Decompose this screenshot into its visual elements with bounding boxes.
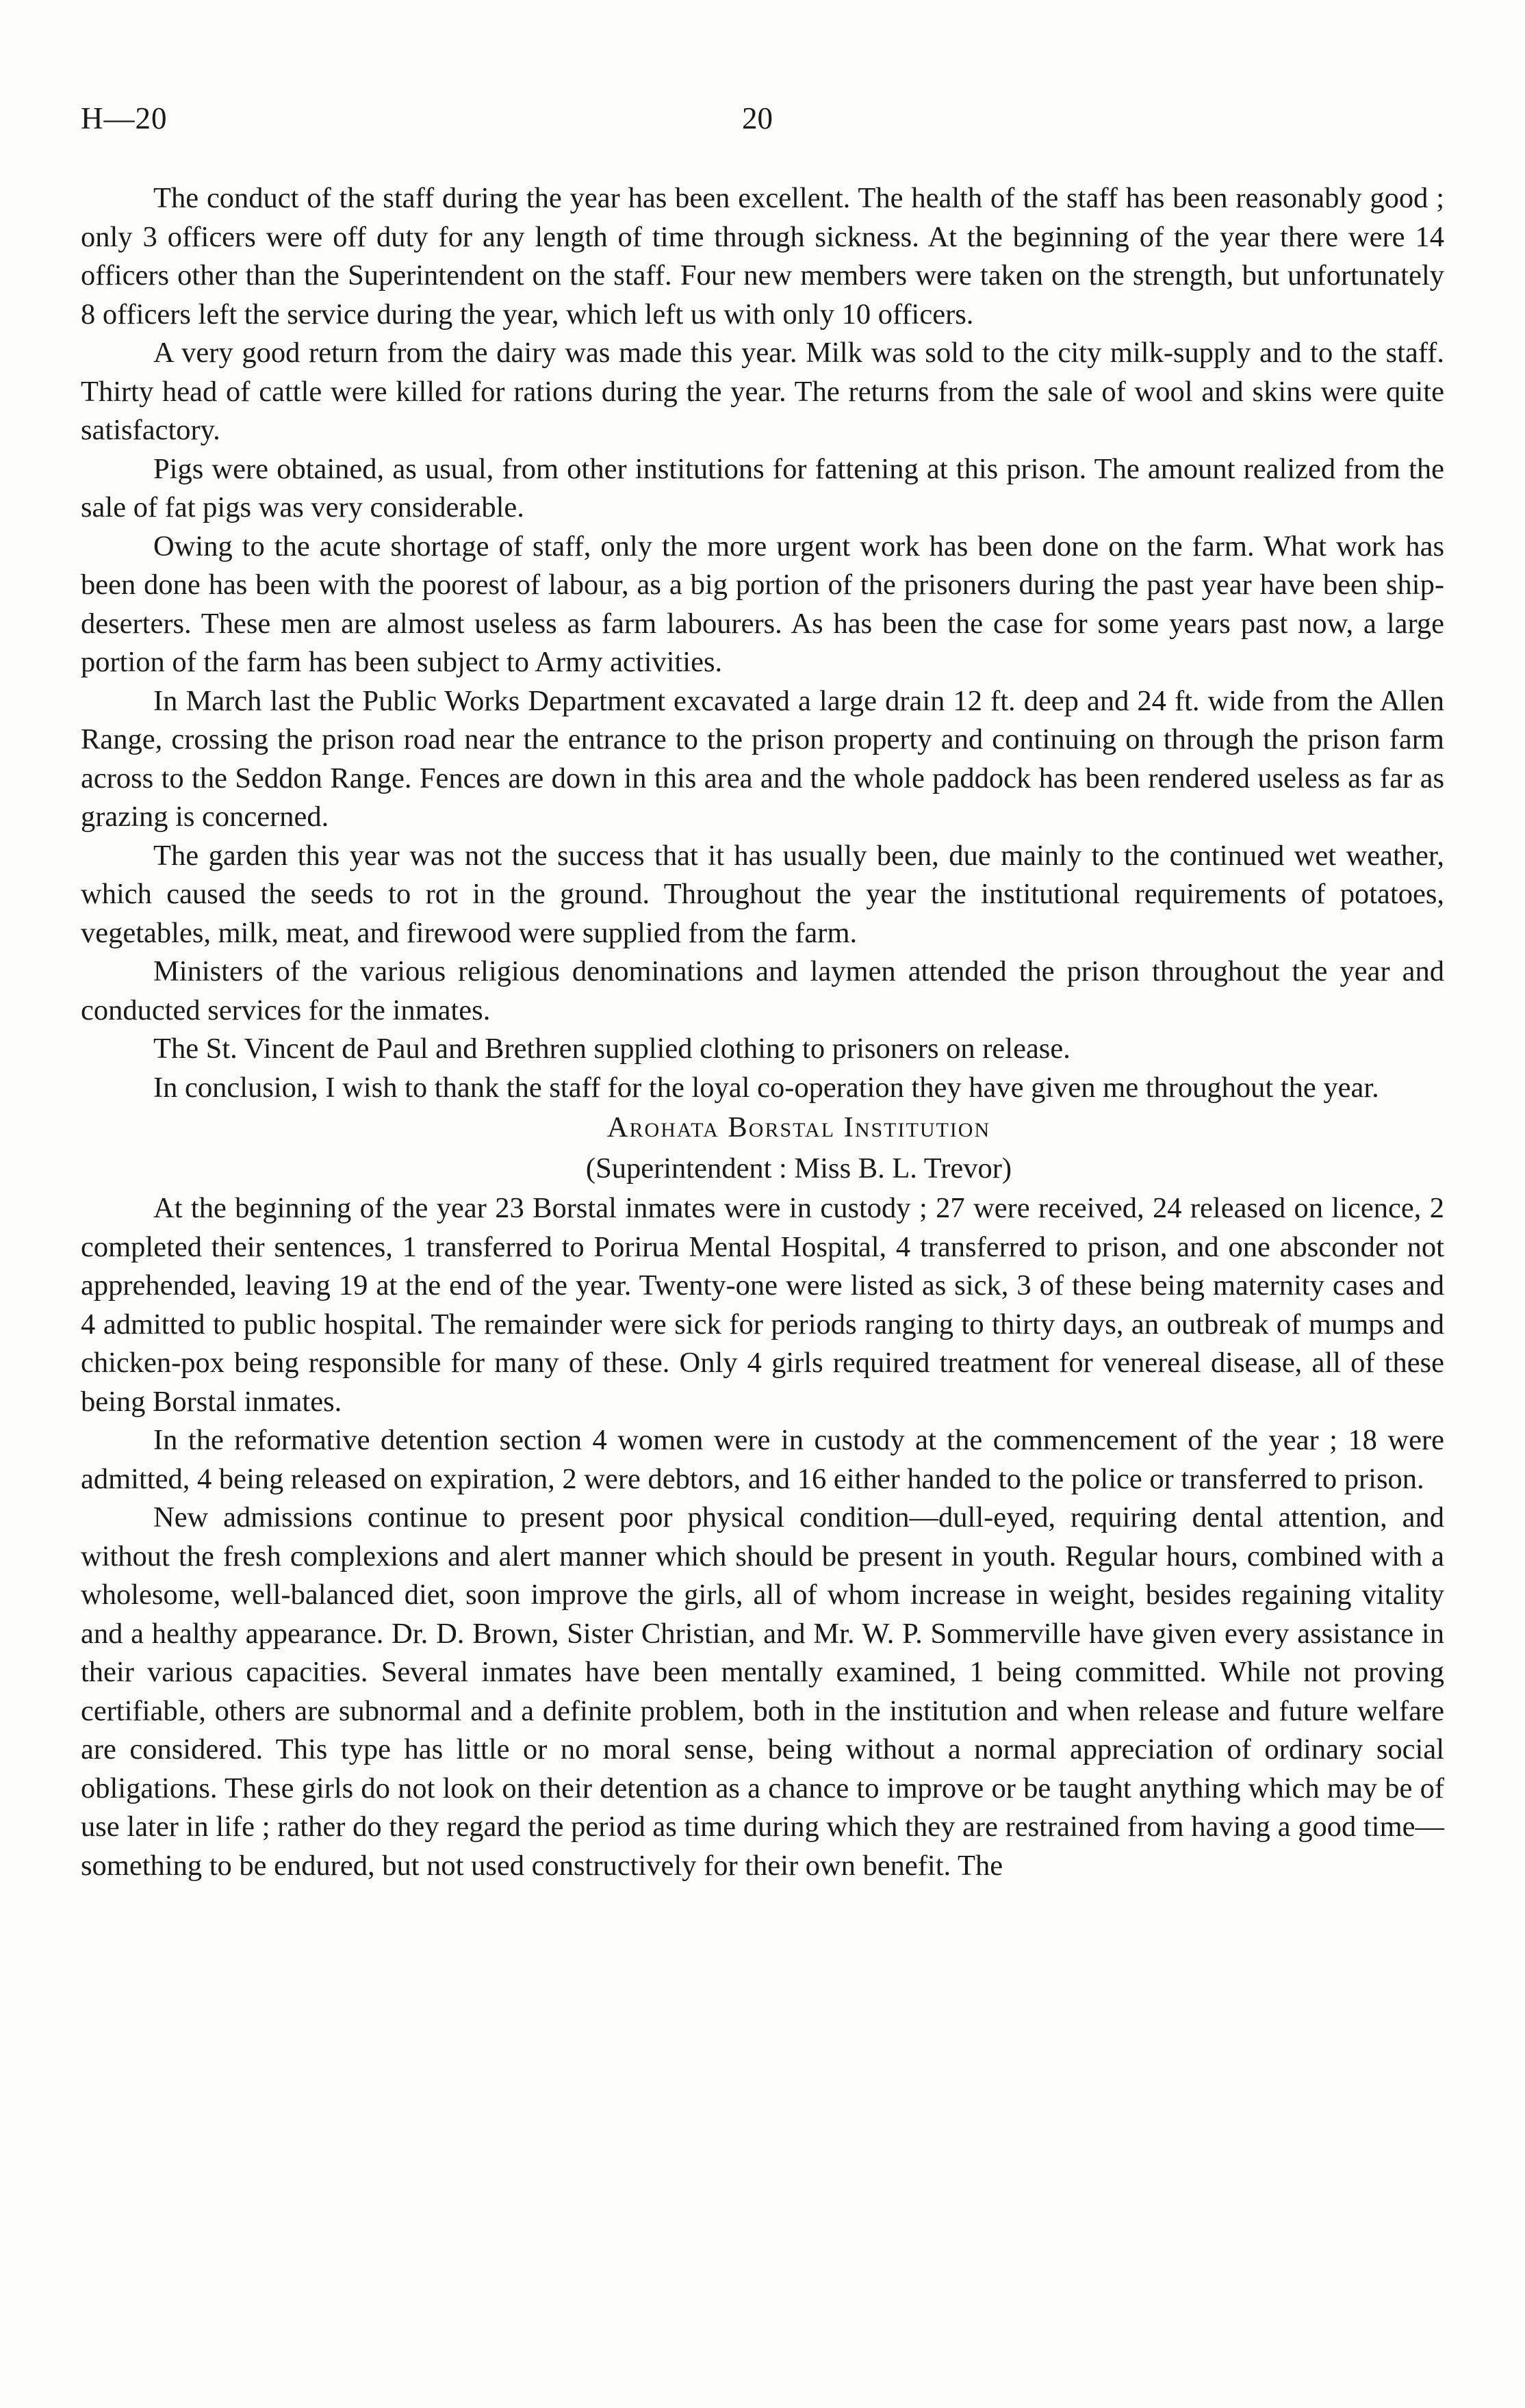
paragraph-farm-labour: Owing to the acute shortage of staff, only the more urgent work has been done on the farm. What work has been done has been with the poorest of labour, as a big portion of the prisoners during the past year have been ship-deserters. These men are almost useless as farm labourers. As has been the case for some years past now, a large portion of the farm has been subject to Army activities. <box>81 530 1444 678</box>
document-reference: H—20 <box>81 101 168 135</box>
paragraph-borstal-custody: At the beginning of the year 23 Borstal inmates were in custody ; 27 were received, 24 released on licence, 2 completed their sentences, 1 transferred to Porirua Mental Hospital, 4 transferred to prison, and one absconder not apprehended, leaving 19 at the end of the year. Twenty-one were listed as sick, 3 of these being maternity cases and 4 admitted to public hospital. The remainder were sick for periods ranging to thirty days, an outbreak of mumps and chicken-pox being responsible for many of these. Only 4 girls required treatment for venereal disease, all of these being Borstal inmates. <box>81 1192 1444 1418</box>
paragraph-new-admissions: New admissions continue to present poor physical condition—dull-eyed, requiring dental attention, and without the fresh complexions and alert manner which should be present in youth. Regular hours, combined with a wholesome, well-balanced diet, soon improve the girls, all of whom increase in weight, besides regaining vitality and a healthy appearance. Dr. D. Brown, Sister Christian, and Mr. W. P. Sommerville have given every assistance in their various capacities. Several inmates have been mentally examined, 1 being committed. While not proving certifiable, others are subnormal and a definite problem, both in the institution and when release and future welfare are considered. This type has little or no moral sense, being without a normal appreciation of ordinary social obligations. These girls do not look on their detention as a chance to improve or be taught anything which may be of use later in life ; rather do they regard the period as time during which they are restrained from having a good time—something to be endured, but not used constructively for their own benefit. The <box>81 1501 1444 1882</box>
paragraph-drain: In March last the Public Works Department excavated a large drain 12 ft. deep and 24 ft. wide from the Allen Range, crossing the prison road near the entrance to the prison property and continuing on through the prison farm across to the Seddon Range. Fences are down in this area and the whole paddock has been rendered useless as far as grazing is concerned. <box>81 684 1444 833</box>
paragraph-ministers: Ministers of the various religious denominations and laymen attended the prison throughout the year and conducted services for the inmates. <box>81 955 1444 1026</box>
paragraph-pigs: Pigs were obtained, as usual, from other institutions for fattening at this prison. The amount realized from the sale of fat pigs was very considerable. <box>81 452 1444 523</box>
paragraph-dairy: A very good return from the dairy was made this year. Milk was sold to the city milk-supply and to the staff. Thirty head of cattle were killed for rations during the year. The returns from the sale of wool and skins were quite satisfactory. <box>81 337 1444 446</box>
paragraph-reformative-detention: In the reformative detention section 4 women were in custody at the commencement of the year ; 18 were admitted, 4 being released on expiration, 2 were debtors, and 16 either handed to the police or transferred to prison. <box>81 1424 1444 1495</box>
page-number: 20 <box>742 101 773 135</box>
paragraph-staff-conduct: The conduct of the staff during the year has been excellent. The health of the staff has been reasonably good ; only 3 officers were off duty for any length of time through sickness. At the beginning of the year there were 14 officers other than the Superintendent on the staff. Four new members were taken on the strength, but unfortunately 8 officers left the service during the year, which left us with only 10 officers. <box>81 182 1444 331</box>
paragraph-clothing: The St. Vincent de Paul and Brethren supplied clothing to prisoners on release. <box>153 1033 1071 1065</box>
section-title: Arohata Borstal Institution <box>606 1111 991 1143</box>
body-text <box>81 179 1444 1885</box>
paragraph-conclusion: In conclusion, I wish to thank the staff for the loyal co-operation they have given me throughout the year. <box>153 1071 1379 1104</box>
running-header <box>81 94 1444 142</box>
paragraph-garden: The garden this year was not the success that it has usually been, due mainly to the continued wet weather, which caused the seeds to rot in the ground. Throughout the year the institutional requirements of potatoes, vegetables, milk, meat, and firewood were supplied from the farm. <box>81 839 1444 949</box>
section-subtitle: (Superintendent : Miss B. L. Trevor) <box>585 1152 1012 1184</box>
